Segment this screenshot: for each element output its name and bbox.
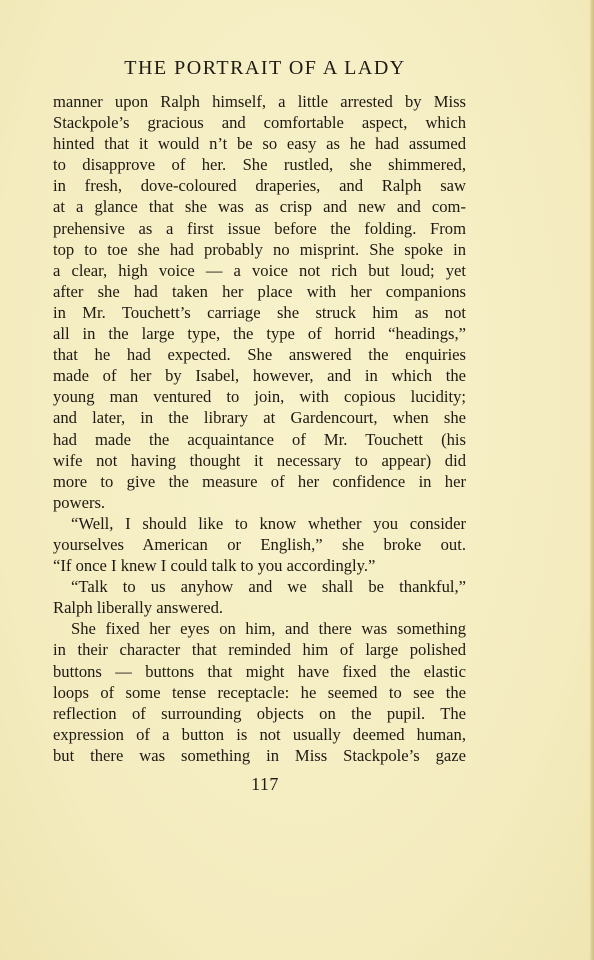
text-line: “Talk to us anyhow and we shall be thankful,” <box>71 577 466 597</box>
text-line: buttons — buttons that might have fixed the elastic <box>53 661 466 681</box>
page-edge <box>590 0 594 960</box>
text-line: in fresh, dove-coloured draperies, and Ralph saw <box>53 176 466 196</box>
text-line: in their character that reminded him of large polished <box>53 640 466 660</box>
body-text <box>53 91 466 766</box>
text-line: hinted that it would n’t be so easy as he had assumed <box>53 134 466 154</box>
text-line: and later, in the library at Gardencourt, when she <box>53 408 466 428</box>
text-line: made of her by Isabel, however, and in which the <box>53 366 466 386</box>
page-number: 117 <box>251 774 279 794</box>
text-line: loops of some tense receptacle: he seemed to see the <box>53 682 466 702</box>
text-line: reflection of surrounding objects on the pupil. The <box>53 703 466 723</box>
text-line: to disapprove of her. She rustled, she shimmered, <box>53 155 466 175</box>
running-head: THE PORTRAIT OF A LADY <box>124 57 406 79</box>
text-line: had made the acquaintance of Mr. Touchett (his <box>53 429 466 449</box>
text-line: all in the large type, the type of horrid “headings,” <box>53 324 466 344</box>
text-line: more to give the measure of her confidence in her <box>53 471 466 491</box>
text-line: “If once I knew I could talk to you accordingly.” <box>53 556 376 576</box>
text-line: after she had taken her place with her companions <box>53 281 466 301</box>
text-line: a clear, high voice — a voice not rich but loud; yet <box>53 260 466 280</box>
text-line: that he had expected. She answered the enquiries <box>53 345 466 365</box>
text-line: in Mr. Touchett’s carriage she struck him as not <box>53 302 466 322</box>
text-line: She fixed her eyes on him, and there was something <box>71 619 466 639</box>
text-line: manner upon Ralph himself, a little arrested by Miss <box>53 92 466 111</box>
text-line: prehensive as a first issue before the folding. From <box>53 218 466 238</box>
text-line: expression of a button is not usually deemed human, <box>53 724 466 744</box>
text-line: young man ventured to join, with copious lucidity; <box>53 387 466 407</box>
text-line: “Well, I should like to know whether you consider <box>71 513 466 533</box>
text-line: wife not having thought it necessary to appear) did <box>53 450 466 470</box>
text-line: yourselves American or English,” she broke out. <box>53 534 466 554</box>
text-line: but there was something in Miss Stackpole’s gaze <box>53 745 466 765</box>
text-line: at a glance that she was as crisp and new and com- <box>53 197 466 217</box>
text-line: top to toe she had probably no misprint. She spoke in <box>53 239 466 259</box>
text-line: Ralph liberally answered. <box>53 598 224 618</box>
text-line: powers. <box>53 492 106 512</box>
text-line: Stackpole’s gracious and comfortable aspect, which <box>53 113 466 133</box>
